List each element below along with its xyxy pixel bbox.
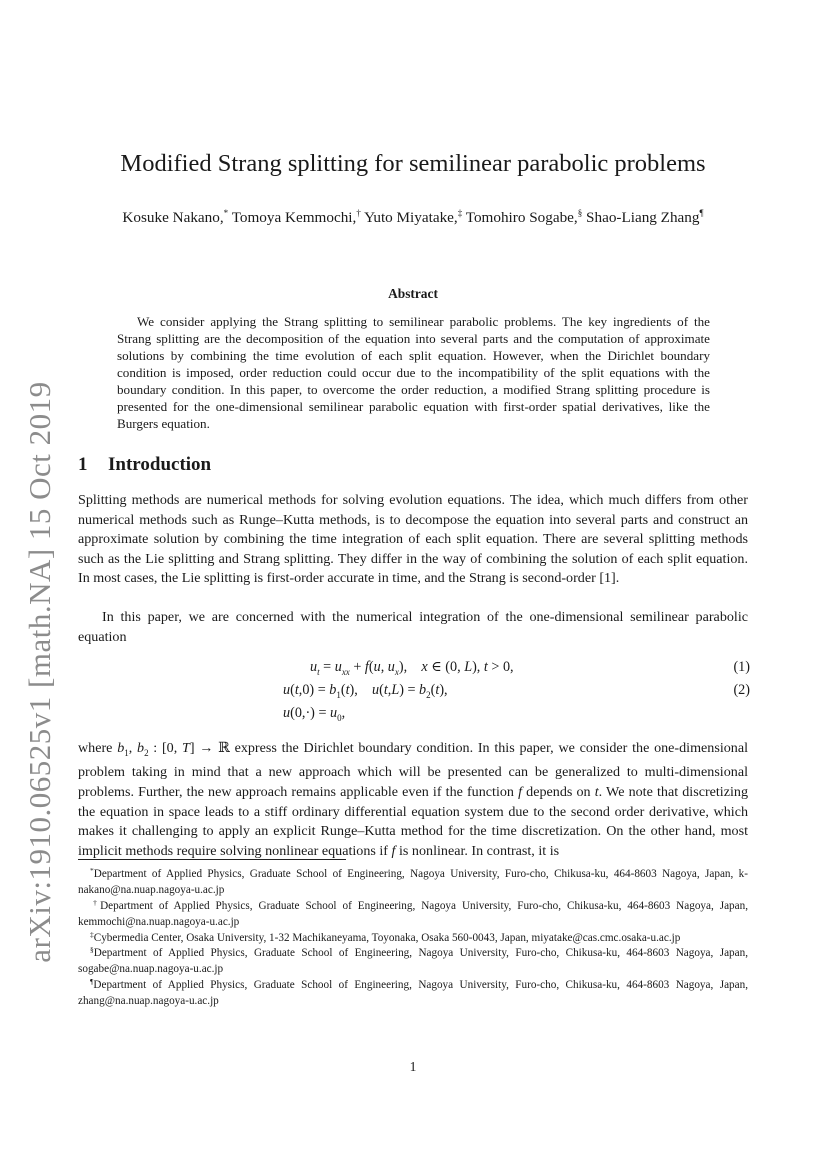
footnote: [78, 895, 748, 930]
arxiv-identifier-stamp: arXiv:1910.06525v1 [math.NA] 15 Oct 2019: [22, 381, 57, 963]
page-number: 1: [409, 1059, 417, 1074]
equation-pde: $u_t = u_{xx} + f(u$, $u_x$), x ∈ (0, L), t > 0,: [310, 659, 514, 677]
section-number: 1: [78, 454, 88, 475]
author-name: Yuto Miyatake,: [364, 209, 458, 226]
abstract-heading: Abstract: [388, 286, 438, 301]
footnote-mark: §: [90, 945, 94, 954]
footnote-mark: ‡: [90, 930, 94, 939]
intro-paragraph-2: In this paper, we are concerned with the numerical integration of the one-dimensional semilinear parabolic equation: [78, 609, 748, 645]
footnote-text: Department of Applied Physics, Graduate School of Engineering, Nagoya University, Furo-cho, Chikusa-ku, 464-8603 Nagoya, Japan, zhang@na.nuap.nagoya-u.ac.jp: [78, 979, 748, 1008]
section-heading: [78, 454, 211, 476]
footnote-text: Department of Applied Physics, Graduate School of Engineering, Nagoya University, Furo-cho, Chikusa-ku, 464-8603 Nagoya, Japan, sogabe@na.nuap.nagoya-u.ac.jp: [78, 947, 748, 976]
footnote-mark: ¶: [90, 977, 94, 986]
author-name: Shao-Liang Zhang: [586, 209, 700, 226]
author-footnote-mark[interactable]: ¶: [699, 208, 704, 218]
equation-boundary: $u(t,0) = b_1(t)$, $u(t,L) = b_2(t)$,: [283, 682, 448, 700]
author-list: [0, 208, 826, 227]
author-footnote-mark[interactable]: *: [223, 208, 229, 218]
abstract-text: We consider applying the Strang splitting to semilinear parabolic problems. The key ingredients of the Strang splitting are the decomposition of the equation into several parts and the computation of approximate solutions by combining the time evolution of each split equation. However, when the Dirichlet boundary condition is imposed, order reduction could occur due to the incompatibility of the split equations with the boundary condition. In this paper, to overcome the order reduction, a modified Strang splitting procedure is presented for the one-dimensional semilinear parabolic equation with first-order spatial derivatives, like the Burgers equation.: [117, 314, 710, 431]
footnote: [78, 974, 748, 1009]
footnote-separator: [78, 859, 346, 860]
author-footnote-mark[interactable]: ‡: [457, 208, 463, 218]
equation-number: (2): [733, 682, 750, 698]
author-footnote-mark[interactable]: †: [356, 208, 361, 218]
footnote-text: Department of Applied Physics, Graduate School of Engineering, Nagoya University, Furo-cho, Chikusa-ku, 464-8603 Nagoya, Japan, k-nakano@na.nuap.nagoya-u.ac.jp: [78, 868, 748, 897]
author-name: Tomohiro Sogabe,: [465, 209, 578, 226]
paper-title: Modified Strang splitting for semilinear parabolic problems: [120, 150, 706, 177]
author-name: Tomoya Kemmochi,: [231, 209, 357, 226]
footnote: [78, 863, 748, 898]
equation-number: (1): [733, 659, 750, 675]
author-footnote-mark[interactable]: §: [577, 208, 583, 218]
intro-paragraph-3: where $b_1$, $b_2$ : [0, T] → ℝ express the Dirichlet boundary condition. In this paper, we consider the one-dimensional problem taking in mind that a new approach which will be presented can be generalized to multi-dimensional problems. Further, the new approach remains applicable even if the function f depends on t. We note that discretizing the equation in space leads to a stiff ordinary differential equation system due to the second order derivative, which makes it challenging to apply an explicit Runge–Kutta method for the time discretization. On the other hand, most implicit methods require solving nonlinear equations if f is nonlinear. In contrast, it is: [78, 740, 749, 859]
footnote-mark: †: [90, 898, 101, 907]
footnote: [78, 942, 748, 977]
section-title: Introduction: [108, 454, 212, 475]
footnote-text: Department of Applied Physics, Graduate School of Engineering, Nagoya University, Furo-cho, Chikusa-ku, 464-8603 Nagoya, Japan, kemmochi@na.nuap.nagoya-u.ac.jp: [78, 900, 749, 929]
footnote-mark: *: [90, 866, 94, 875]
intro-paragraph-1: Splitting methods are numerical methods for solving evolution equations. The idea, which much differs from other numerical methods such as Runge–Kutta methods, is to decompose the equation into several parts and construct an approximate solution by combining the time integration of each split equation. There are several splitting methods such as the Lie splitting and Strang splitting. They differ in the way of combining the solution of each split equation. In most cases, the Lie splitting is first-order accurate in time, and the Strang is second-order [1].: [78, 492, 748, 587]
author-name: Kosuke Nakano,: [122, 209, 224, 226]
equation-initial: $u(0,\cdot) = u_0$,: [283, 705, 346, 723]
footnote-text: Cybermedia Center, Osaka University, 1-32 Machikaneyama, Toyonaka, Osaka 560-0043, Japan, miyatake@cas.cmc.osaka-u.ac.jp: [93, 932, 681, 944]
